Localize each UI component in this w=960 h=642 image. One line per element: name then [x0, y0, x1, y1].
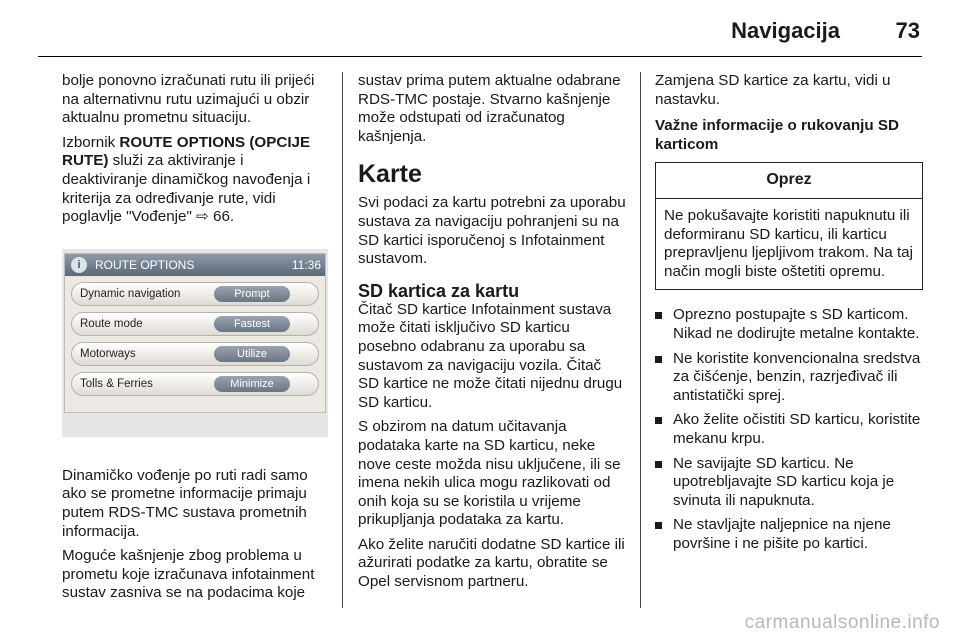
option-value: Utilize — [214, 346, 290, 362]
option-label: Route mode — [80, 317, 143, 330]
paragraph: sustav prima putem aktualne odabrane RDS-TMC postaje. Stvarno kašnjenje može odstupati od izračunatog kašnjenja. — [358, 72, 621, 145]
list-item: Ako želite očistiti SD karticu, koristite mekanu krpu. — [655, 411, 923, 448]
route-options-screenshot — [62, 249, 328, 437]
text: služi za aktiviranje i deaktiviranje dinamičkog navođenja i kriterija za određivanje rute, vidi poglavlje "Vođenje" — [62, 152, 311, 226]
screenshot-title-bar — [65, 254, 325, 276]
screenshot-screen — [64, 253, 326, 413]
info-icon: i — [71, 257, 87, 273]
caution-title: Oprez — [656, 163, 922, 199]
paragraph: Moguće kašnjenje zbog problema u prometu koje izračunava infotainment sustav zasniva se na podacima koje — [62, 547, 315, 602]
subheading: Važne informacije o rukovanju SD karticom — [655, 117, 899, 153]
paragraph: Svi podaci za kartu potrebni za uporabu sustava za navigaciju pohranjeni su na SD kartici isporučenoj s Infotainment sustavom. — [358, 194, 626, 268]
list-item: Oprezno postupajte s SD karticom. Nikad ne dodirujte metalne kontakte. — [655, 306, 923, 343]
column-3 — [655, 72, 923, 559]
paragraph: Čitač SD kartice Infotainment sustava može čitati isključivo SD karticu posebno odabranu za uporabu sa sustavom za navigaciju vozila. Čitač SD kartice ne može čitati nijednu drugu SD karticu. — [358, 300, 623, 411]
option-label: Motorways — [80, 347, 136, 360]
text: Izbornik — [62, 133, 120, 151]
paragraph: Zamjena SD kartice za kartu, vidi u nastavku. — [655, 72, 891, 108]
screenshot-title: ROUTE OPTIONS — [95, 257, 195, 272]
column-divider-2 — [640, 72, 641, 608]
page-ref: 66. — [208, 208, 235, 226]
paragraph: bolje ponovno izračunati rutu ili prijeći na alternativnu rutu uzimajući u obzir aktualnu prometnu situaciju. — [62, 72, 315, 127]
column-1 — [62, 72, 328, 609]
section-title: Navigacija — [731, 18, 840, 43]
paragraph: S obzirom na datum učitavanja podataka karte na SD karticu, neke nove ceste možda nisu uključene, ili se imena nekih ulica mogu razlikovati od onih koja su se koristila u vrijeme prikupljanja podataka za kartu. — [358, 418, 621, 529]
paragraph: Dinamičko vođenje po ruti radi samo ako se prometne informacije primaju putem RDS-TMC sustava prometnih informacija. — [62, 466, 308, 540]
option-value: Fastest — [214, 316, 290, 332]
screenshot-time: 11:36 — [291, 257, 321, 272]
paragraph: Ako želite naručiti dodatne SD kartice ili ažurirati podatke za kartu, obratite se Opel servisnom partneru. — [358, 535, 625, 591]
option-row-dynamic-navigation — [71, 282, 319, 306]
header-divider — [38, 56, 922, 57]
page-ref-icon: ⇨ — [196, 208, 209, 226]
menu-name: ROUTE OPTIONS (OPCIJE RUTE) — [62, 133, 311, 170]
list-item: Ne stavljajte naljepnice na njene površine i ne pišite po kartici. — [655, 516, 923, 553]
heading-sd-kartica: SD kartica za kartu — [358, 280, 520, 301]
option-value: Minimize — [214, 376, 290, 392]
handling-list — [655, 306, 923, 553]
list-item: Ne savijajte SD karticu. Ne upotrebljavajte SD karticu koja je svinuta ili napuknuta. — [655, 455, 923, 511]
page-number: 73 — [895, 18, 920, 43]
option-row-motorways — [71, 342, 319, 366]
caution-box — [655, 162, 923, 290]
column-2 — [358, 72, 626, 598]
option-label: Dynamic navigation — [80, 287, 181, 300]
paragraph-route-options — [62, 134, 328, 227]
option-row-route-mode — [71, 312, 319, 336]
option-row-tolls-ferries — [71, 372, 319, 396]
heading-karte: Karte — [358, 160, 422, 189]
option-value: Prompt — [214, 286, 290, 302]
watermark: carmanualsonline.info — [744, 612, 940, 633]
list-item: Ne koristite konvencionalna sredstva za čišćenje, benzin, razrjeđivač ili antistatički sprej. — [655, 350, 923, 406]
caution-body: Ne pokušavajte koristiti napuknutu ili deformiranu SD karticu, ili karticu prepravljenu ljepljivom trakom. Na taj način mogli biste oštetiti opremu. — [664, 206, 914, 280]
page-header — [0, 0, 960, 60]
option-label: Tolls & Ferries — [80, 377, 153, 390]
column-divider-1 — [342, 72, 343, 608]
